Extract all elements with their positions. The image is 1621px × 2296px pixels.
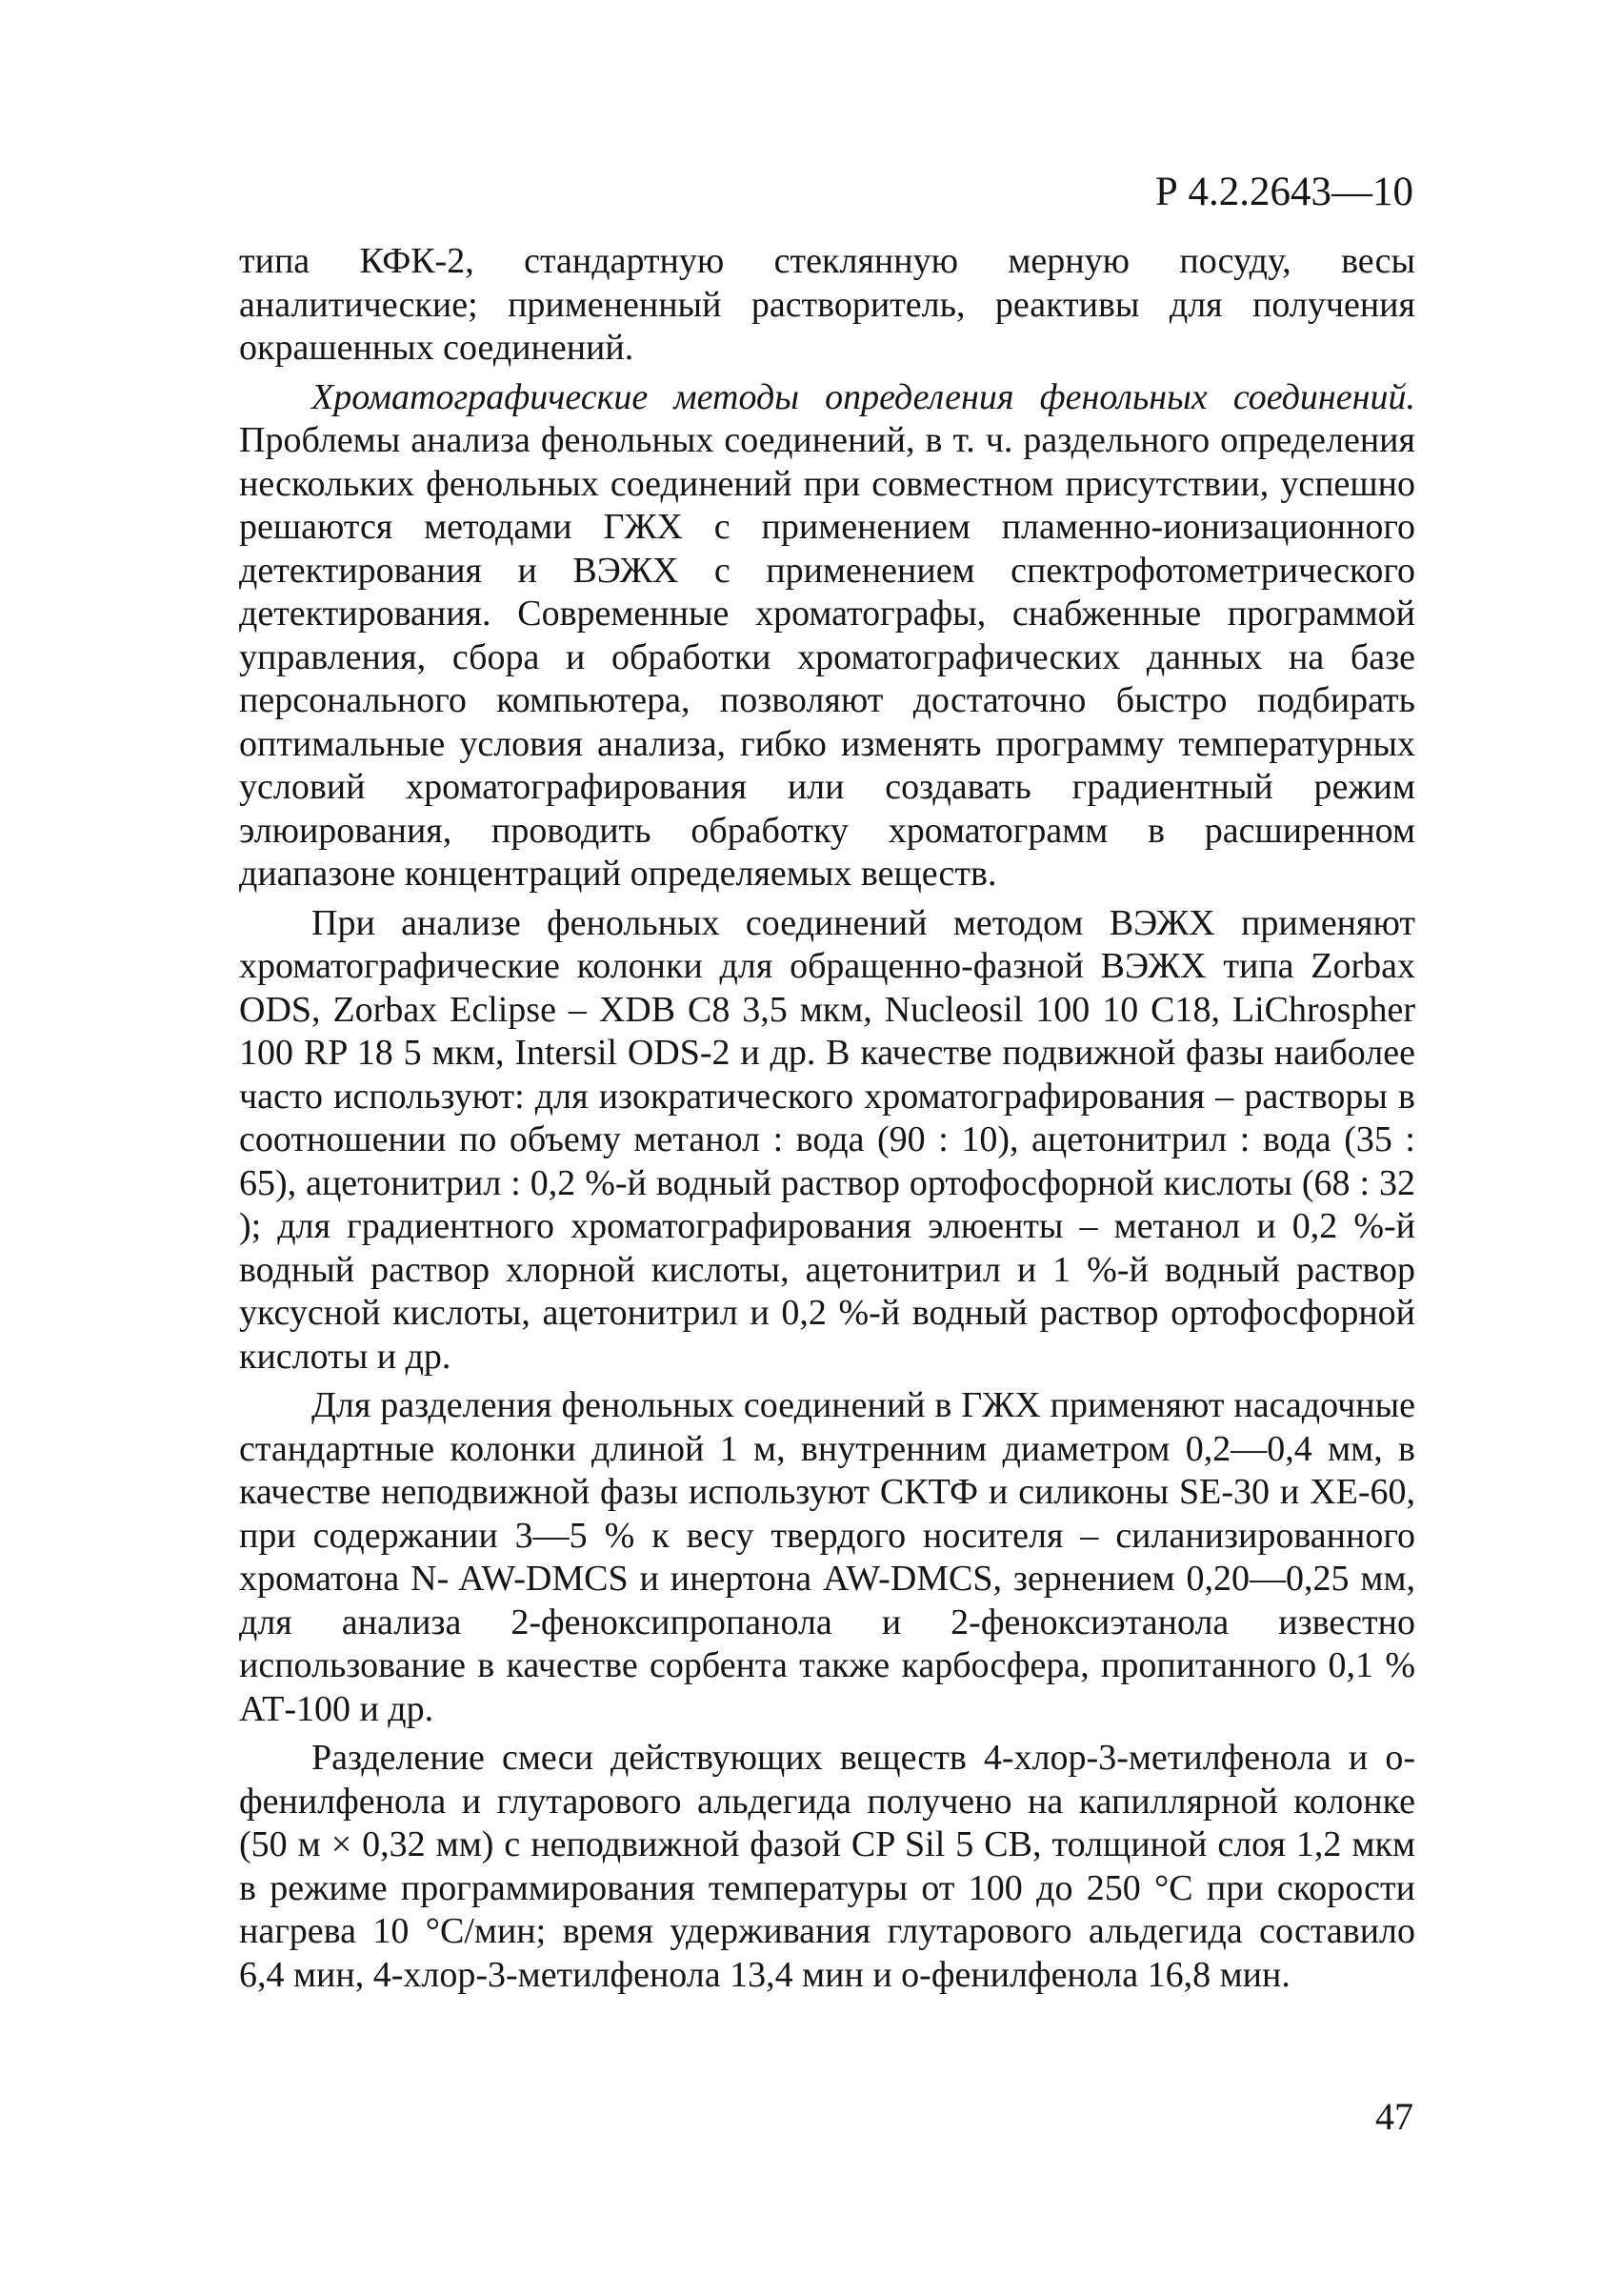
paragraph-capillary-separation <box>239 1737 1415 1997</box>
paragraph-glc-columns <box>239 1384 1415 1731</box>
paragraph-hplc-columns <box>239 902 1415 1380</box>
paragraph-equipment-continued <box>239 240 1415 371</box>
paragraph-chromatographic-methods <box>239 376 1415 896</box>
document-code: Р 4.2.2643—10 <box>1154 170 1413 214</box>
paragraph-text: Для разделения фенольных соединений в ГЖХ применяют насадочные стандартные колонки длиной 1 м, внутренним диаметром 0,2—0,4 мм, в качестве неподвижной фазы используют СКТФ и силиконы SE-30 и XE-60, при содержании 3—5 % к весу твердого носителя – силанизированного хроматона N- AW-DMCS и инертона AW-DMCS, зернением 0,20—0,25 мм, для анализа 2-феноксипропанола и 2-феноксиэтанола известно использование в качестве сорбента также карбосфера, пропитанного 0,1 % АТ-100 и др. <box>239 1385 1415 1729</box>
page-body <box>239 240 1415 2003</box>
page-number: 47 <box>1375 2095 1413 2138</box>
paragraph-text: типа КФК-2, стандартную стеклянную мерную посуду, весы аналитические; примененный растворитель, реактивы для получения окрашенных соединений. <box>239 241 1415 368</box>
section-lead-heading: Хроматографические методы определения фенольных соединений. <box>311 376 1415 417</box>
paragraph-text: Разделение смеси действующих веществ 4-хлор-3-метилфенола и о-фенилфенола и глутарового альдегида получено на капиллярной колонке (50 м × 0,32 мм) с неподвижной фазой CP Sil 5 CB, толщиной слоя 1,2 мкм в режиме программирования температуры от 100 до 250 °С при скорости нагрева 10 °С/мин; время удерживания глутарового альдегида составило 6,4 мин, 4-хлор-3-метилфенола 13,4 мин и о-фенилфенола 16,8 мин. <box>239 1738 1415 1995</box>
paragraph-text: Проблемы анализа фенольных соединений, в т. ч. раздельного определения нескольких фенольных соединений при совместном присутствии, успешно решаются методами ГЖХ с применением пламенно-ионизационного детектирования и ВЭЖХ с применением спектрофотометрического детектирования. Современные хроматографы, снабженные программой управления, сбора и обработки хроматографических данных на базе персонального компьютера, позволяют достаточно быстро подбирать оптимальные условия анализа, гибко изменять программу температурных условий хроматографирования или создавать градиентный режим элюирования, проводить обработку хроматограмм в расширенном диапазоне концентраций определяемых веществ. <box>239 420 1415 894</box>
paragraph-text: При анализе фенольных соединений методом ВЭЖХ применяют хроматографические колонки для обращенно-фазной ВЭЖХ типа Zorbax ODS, Zorbax Eclipse – XDB C8 3,5 мкм, Nucleosil 100 10 C18, LiChrospher 100 RP 18 5 мкм, Intersil ODS-2 и др. В качестве подвижной фазы наиболее часто используют: для изократического хроматографирования – растворы в соотношении по объему метанол : вода (90 : 10), ацетонитрил : вода (35 : 65), ацетонитрил : 0,2 %-й водный раствор ортофосфорной кислоты (68 : 32 ); для градиентного хроматографирования элюенты – метанол и 0,2 %-й водный раствор хлорной кислоты, ацетонитрил и 1 %-й водный раствор уксусной кислоты, ацетонитрил и 0,2 %-й водный раствор ортофосфорной кислоты и др. <box>239 902 1415 1377</box>
